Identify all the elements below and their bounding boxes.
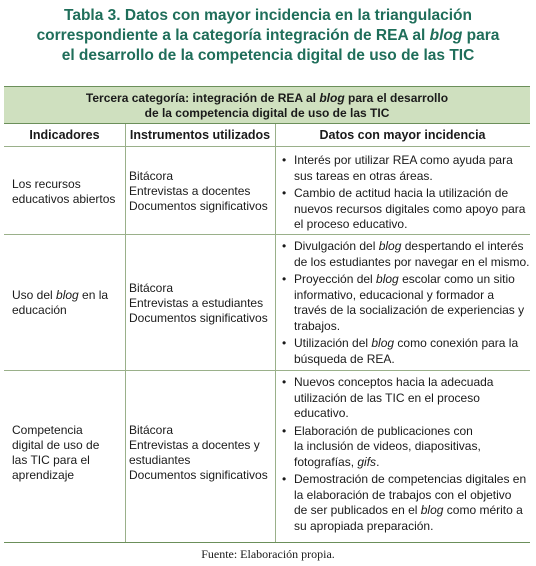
data-text: de ser publicados en el (294, 503, 421, 517)
column-divider-1 (125, 124, 126, 542)
data-line: • Interés por utilizar REA como ayuda para (294, 153, 513, 167)
data-line (294, 272, 529, 288)
data-text: Proyección del (294, 272, 377, 286)
title-line-2-em: blog (429, 27, 463, 44)
data-line: • Cambio de actitud hacia la utilización de (294, 186, 509, 200)
row-1-indicator (12, 177, 115, 207)
data-line (294, 455, 526, 471)
row-3-indicator-line: aprendizaje (12, 468, 75, 482)
data-bullet (280, 272, 529, 334)
data-line: la inclusión de videos, diapositivas, (294, 439, 481, 453)
instrument-item: Entrevistas a docentes y (129, 438, 260, 452)
category-header-line-1-em: blog (319, 91, 345, 105)
data-bullet (280, 472, 526, 534)
data-text: despertando el interés (401, 239, 524, 253)
instrument-item: Bitácora (129, 281, 174, 295)
instrument-item: Entrevistas a docentes (129, 184, 251, 198)
data-line: trabajos. (294, 318, 341, 333)
row-3-indicator (12, 423, 99, 483)
data-line: • Elaboración de publicaciones con (294, 423, 473, 438)
column-header-indicadores: Indicadores (4, 124, 125, 147)
data-line (294, 336, 529, 352)
data-line: búsqueda de REA. (294, 351, 395, 366)
source-note: Fuente: Elaboración propia. (201, 547, 335, 561)
data-table (4, 86, 530, 543)
data-bullet (280, 375, 526, 422)
data-line (294, 239, 529, 255)
row-2-instruments (129, 281, 268, 326)
row-1-indicator-line: Los recursos (12, 177, 81, 191)
data-text: Utilización del (294, 336, 372, 350)
data-text-em: blog (371, 336, 395, 350)
data-text: . (376, 454, 380, 469)
data-bullet (280, 336, 529, 367)
data-line: informativo, educacional y formador a (294, 287, 495, 302)
instrument-item: Bitácora (129, 169, 174, 183)
category-header-line-2: de la competencia digital de uso de las TIC (144, 105, 390, 120)
row-2-data-list (280, 239, 529, 369)
instrument-item: Documentos significativos (129, 311, 268, 325)
data-text-em: gifs (357, 454, 377, 469)
row-2-indicator-em: blog (56, 288, 79, 302)
category-header-line-1 (4, 91, 530, 106)
row-2-indicator-post: en la (78, 288, 109, 302)
data-line: el proceso educativo. (294, 217, 408, 231)
data-text-em: blog (376, 272, 399, 286)
data-text-em: blog (420, 503, 444, 517)
row-3-instruments (129, 423, 268, 483)
instrument-item: Documentos significativos (129, 468, 268, 482)
category-header (4, 87, 530, 124)
column-header-instrumentos: Instrumentos utilizados (125, 124, 275, 147)
title-line-3: el desarrollo de la competencia digital de uso de las TIC (61, 47, 475, 64)
row-2-indicator-line: educación (12, 303, 67, 317)
row-2-indicator-pre: Uso del (12, 288, 57, 302)
row-3-indicator-line: Competencia (12, 423, 83, 437)
row-1-indicator-line: educativos abiertos (12, 192, 116, 206)
data-line: utilización de las TIC en el proceso (294, 390, 480, 405)
data-line: educativo. (294, 406, 349, 420)
data-line: de los estudiantes por navegar en el mismo. (294, 254, 530, 269)
row-divider-2 (4, 370, 530, 371)
data-text: como conexión para la (394, 336, 519, 350)
data-line: la elaboración de trabajos con el objetivo (294, 487, 512, 502)
data-text: Divulgación del (294, 239, 379, 253)
data-line: nuevos recursos digitales como apoyo para (294, 201, 526, 216)
title-line-2 (0, 26, 536, 46)
row-3-indicator-line: digital de uso de (12, 438, 100, 452)
data-line: • Demostración de competencias digitales en (294, 472, 527, 486)
table-title (0, 6, 536, 66)
row-3-indicator-line: las TIC para el (12, 453, 90, 467)
row-1-data-list (280, 153, 525, 235)
data-text: fotografías, (294, 454, 358, 469)
instrument-item: Entrevistas a estudiantes (129, 296, 264, 310)
title-line-1: Tabla 3. Datos con mayor incidencia en la triangulación (64, 7, 472, 24)
data-bullet (280, 186, 525, 233)
row-2-indicator (12, 288, 108, 318)
category-header-line-1-post: para el desarrollo (344, 91, 449, 105)
data-line: través de la socialización de experiencias y (294, 303, 525, 317)
data-line: sus tareas en otras áreas. (294, 168, 433, 183)
data-text: como mérito a (443, 503, 523, 517)
row-3-data-list (280, 375, 526, 536)
instrument-item: estudiantes (129, 453, 191, 467)
instrument-item: Documentos significativos (129, 199, 268, 213)
data-bullet (280, 424, 526, 471)
column-divider-2 (275, 124, 276, 542)
column-header-datos: Datos con mayor incidencia (275, 124, 530, 147)
row-2-indicator-line (12, 288, 108, 303)
data-line: su apropiada preparación. (294, 518, 434, 533)
title-line-2-post: para (462, 27, 500, 44)
data-text-em: blog (378, 239, 402, 253)
data-text: escolar como un sitio (398, 272, 515, 286)
title-line-2-pre: correspondiente a la categoría integración de REA al (36, 27, 430, 44)
data-bullet (280, 153, 525, 184)
data-line: • Nuevos conceptos hacia la adecuada (294, 375, 494, 389)
data-line (294, 503, 526, 519)
data-bullet (280, 239, 529, 270)
row-1-instruments (129, 169, 268, 214)
category-header-line-1-pre: Tercera categoría: integración de REA al (85, 91, 320, 105)
instrument-item: Bitácora (129, 423, 174, 437)
